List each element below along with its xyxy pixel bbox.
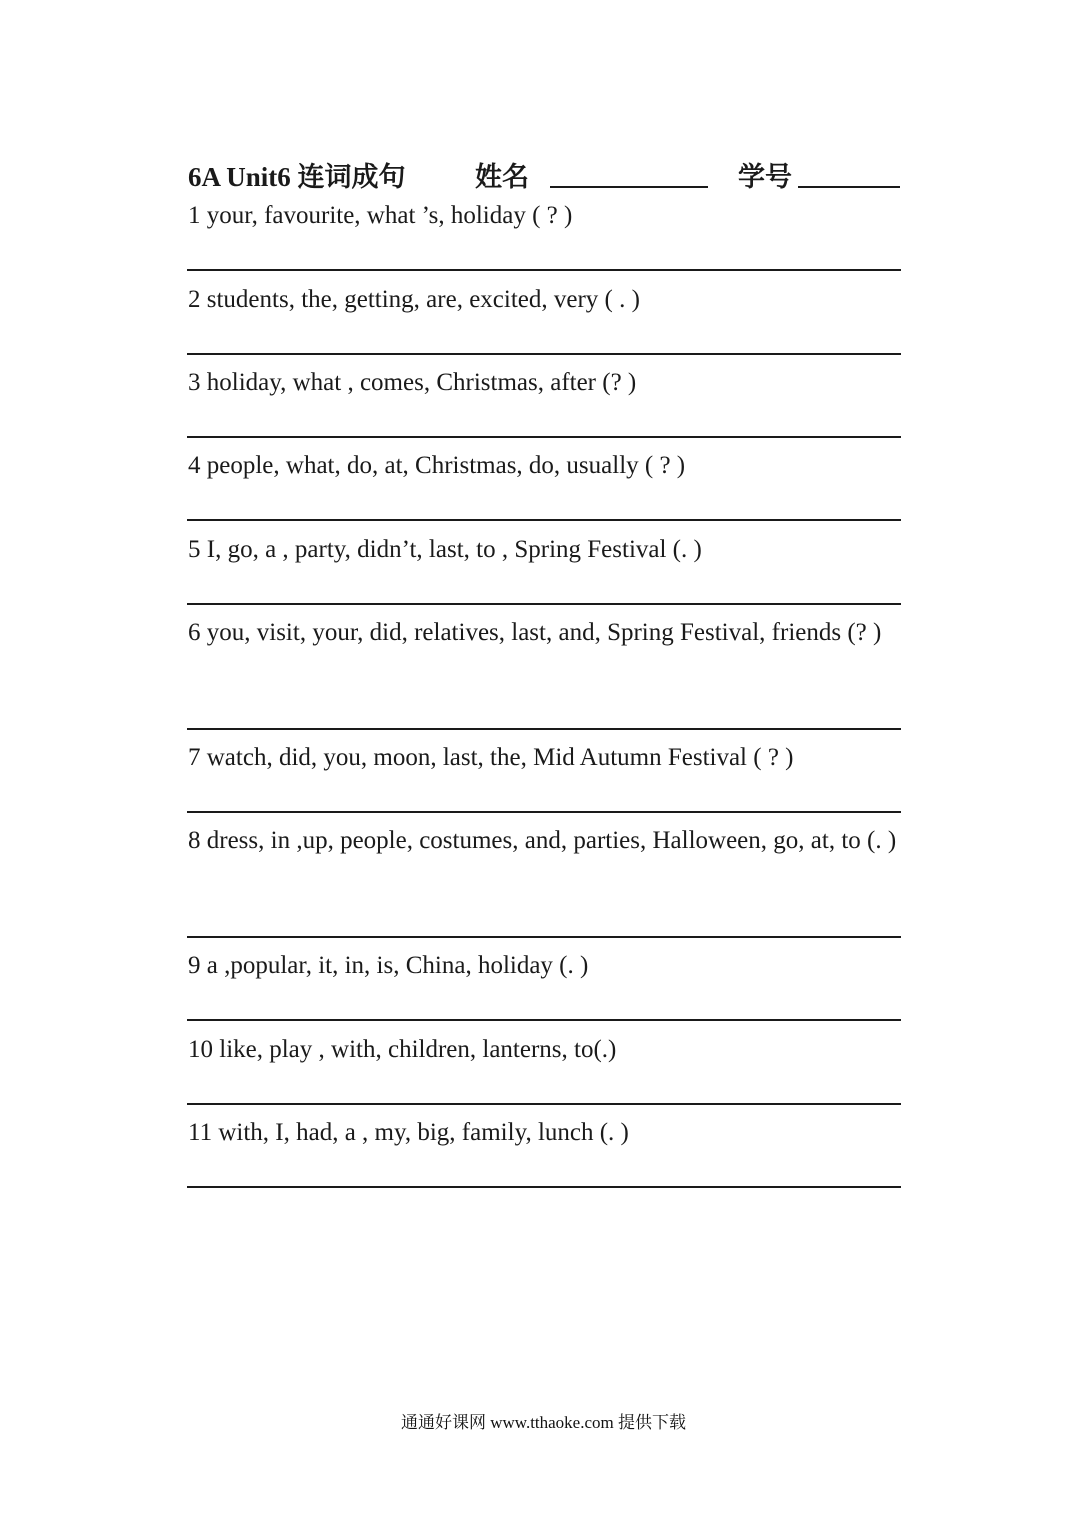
student-id-label: 学号 <box>738 162 792 192</box>
question-1: 1 your, favourite, what ’s, holiday ( ? ) <box>188 202 573 229</box>
question-10: 10 like, play , with, children, lanterns, to(.) <box>188 1036 617 1063</box>
answer-line-9[interactable] <box>187 1019 901 1021</box>
answer-line-1[interactable] <box>187 269 901 271</box>
name-blank[interactable] <box>550 186 708 188</box>
question-5: 5 I, go, a , party, didn’t, last, to , Spring Festival (. ) <box>188 536 702 563</box>
question-8: 8 dress, in ,up, people, costumes, and, parties, Halloween, go, at, to (. ) <box>188 827 897 854</box>
answer-line-7[interactable] <box>187 811 901 813</box>
question-11: 11 with, I, had, a , my, big, family, lunch (. ) <box>188 1119 629 1146</box>
name-label: 姓名 <box>475 162 529 192</box>
answer-line-8[interactable] <box>187 936 901 938</box>
page-footer: 通通好课网 www.tthaoke.com 提供下载 <box>400 1413 687 1432</box>
answer-line-6[interactable] <box>187 728 901 730</box>
student-id-blank[interactable] <box>798 186 900 188</box>
question-3: 3 holiday, what , comes, Christmas, after (? ) <box>188 369 637 396</box>
question-2: 2 students, the, getting, are, excited, very ( . ) <box>188 286 640 313</box>
worksheet-title: 6A Unit6 连词成句 <box>188 162 406 192</box>
answer-line-3[interactable] <box>187 436 901 438</box>
answer-line-5[interactable] <box>187 603 901 605</box>
answer-line-2[interactable] <box>187 353 901 355</box>
question-4: 4 people, what, do, at, Christmas, do, usually ( ? ) <box>188 452 686 479</box>
worksheet-header <box>188 155 903 195</box>
question-7: 7 watch, did, you, moon, last, the, Mid Autumn Festival ( ? ) <box>188 744 794 771</box>
answer-line-10[interactable] <box>187 1103 901 1105</box>
answer-line-4[interactable] <box>187 519 901 521</box>
question-6: 6 you, visit, your, did, relatives, last, and, Spring Festival, friends (? ) <box>188 619 882 646</box>
answer-line-11[interactable] <box>187 1186 901 1188</box>
question-9: 9 a ,popular, it, in, is, China, holiday (. ) <box>188 952 589 979</box>
